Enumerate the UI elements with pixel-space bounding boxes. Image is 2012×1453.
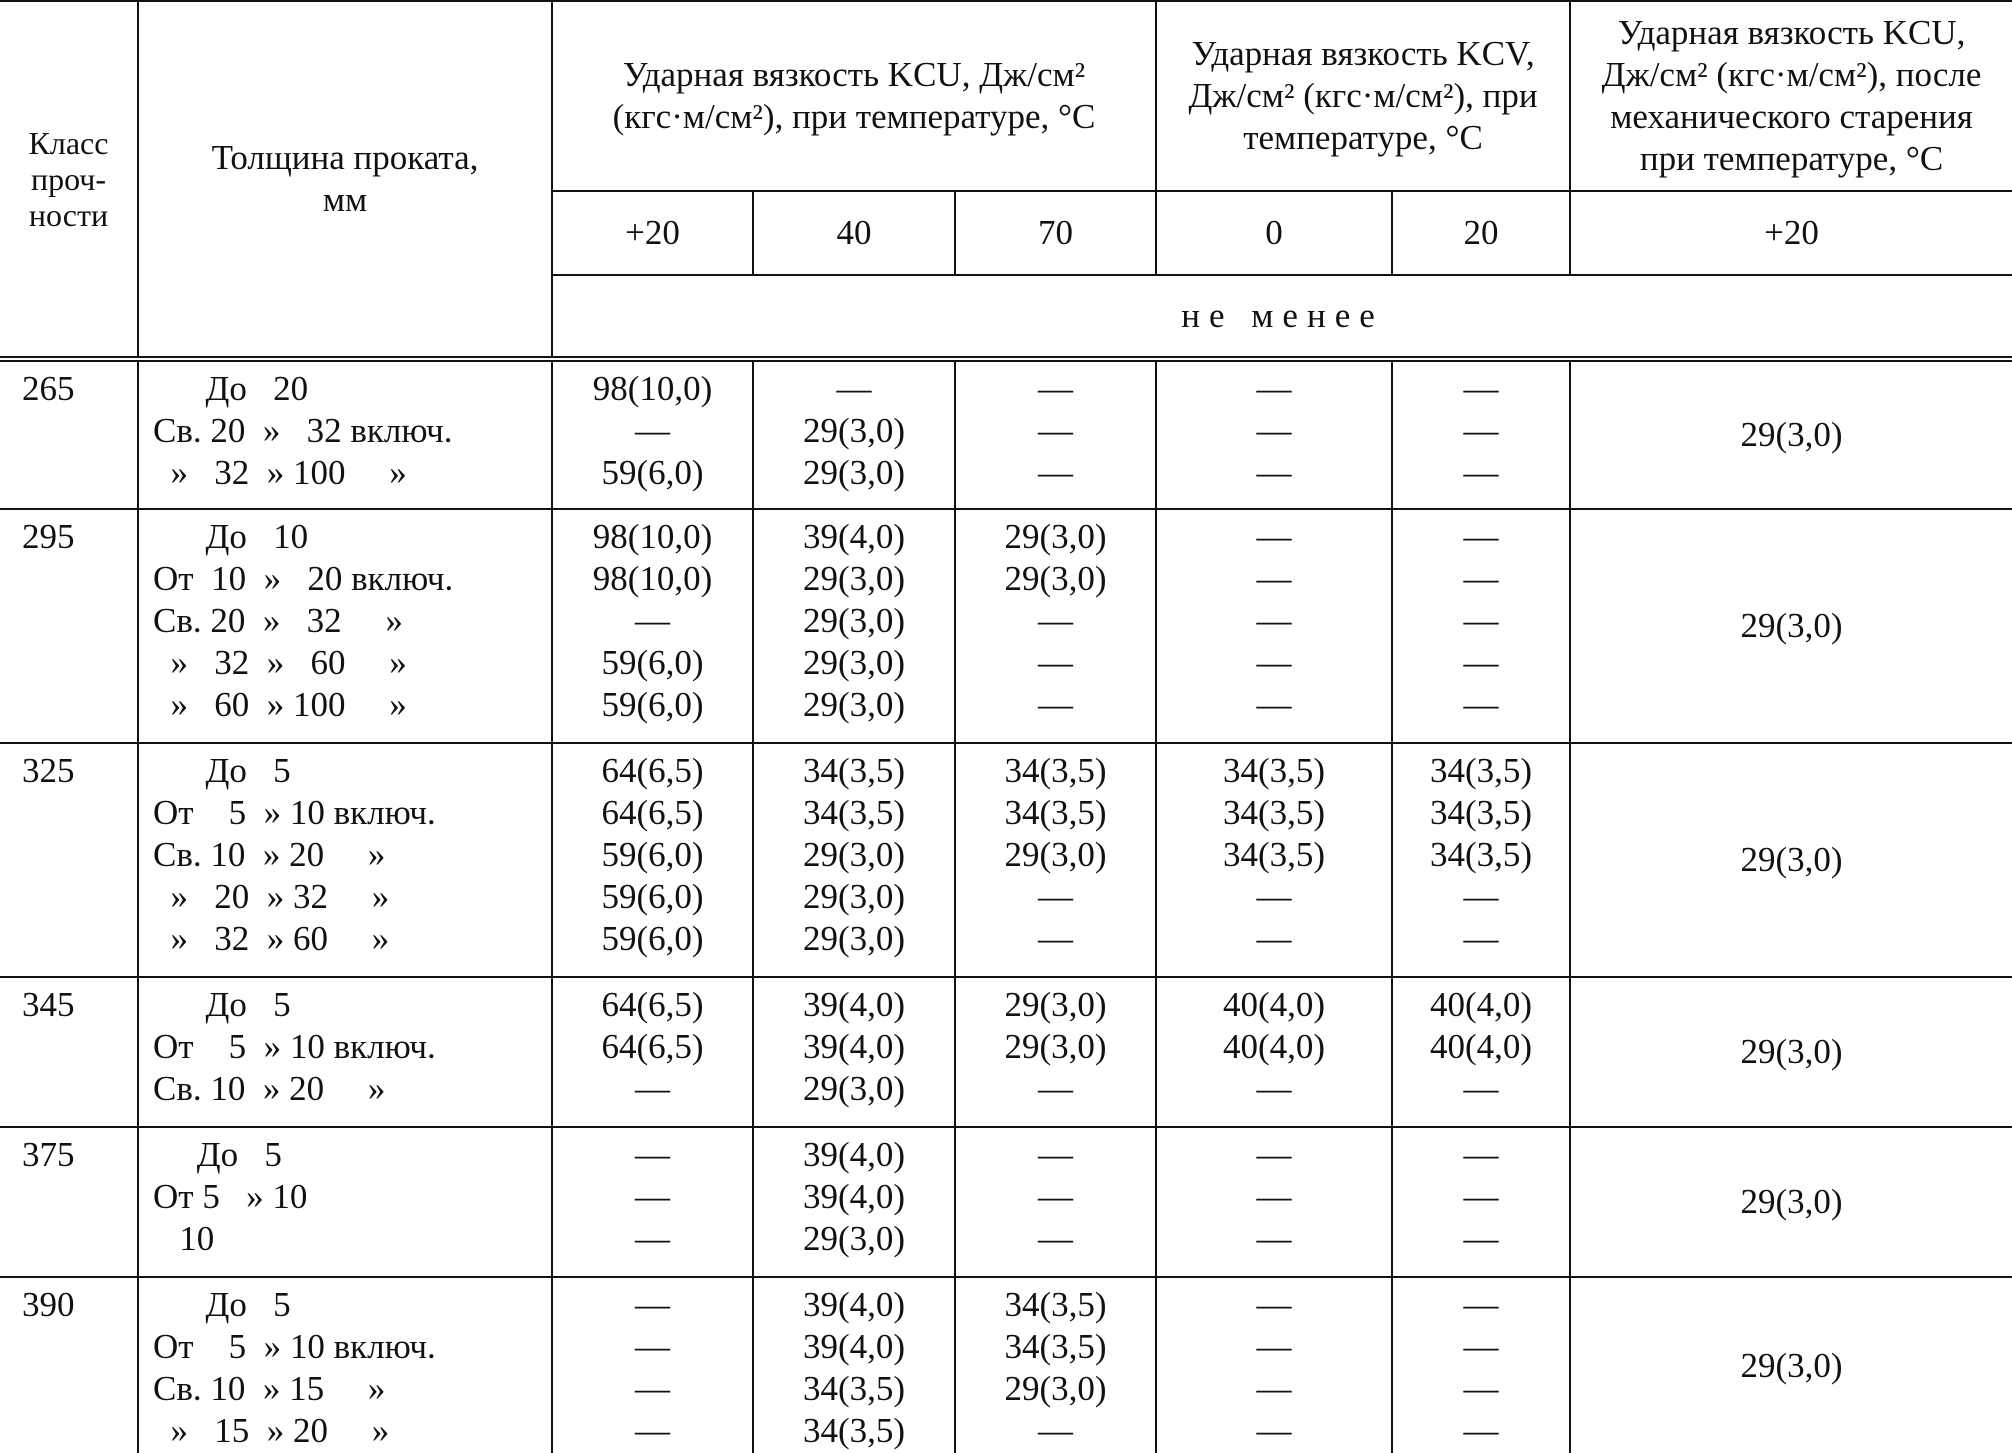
value-line: — [1256, 369, 1292, 408]
value-line: 29(3,0) [802, 1219, 906, 1258]
aged-value-cell: 29(3,0) [1570, 359, 2012, 509]
temperature-header-4: 20 [1392, 191, 1570, 275]
value-line: — [1463, 1369, 1499, 1408]
value-line: — [1038, 601, 1073, 640]
value-line: — [635, 1369, 670, 1408]
thickness-cell [138, 743, 552, 977]
value-line: 40(4,0) [1222, 1027, 1326, 1066]
class-header-line: Класс [28, 125, 109, 161]
value-cell-kcv-20 [1392, 509, 1570, 743]
value-cell-kcu-70 [955, 1127, 1156, 1277]
value-line: 34(3,5) [1429, 835, 1533, 874]
thickness-line: От 5 » 10 [153, 1177, 308, 1216]
value-line: 39(4,0) [802, 1135, 906, 1174]
value-line: — [1038, 1411, 1073, 1450]
value-line: — [1463, 453, 1499, 492]
thickness-line: До 5 [153, 1285, 291, 1324]
header-class [0, 1, 138, 359]
value-line: 34(3,5) [1004, 1285, 1107, 1324]
aged-header-line: механического старения [1610, 97, 1973, 136]
thickness-line: » 60 » 100 » [153, 685, 407, 724]
strength-class: 375 [0, 1127, 138, 1277]
value-cell-kcu-p20 [552, 359, 753, 509]
table-row [0, 743, 2012, 977]
kcv-header-line: Дж/см² (кгс·м/см²), при [1188, 76, 1538, 115]
value-line: 34(3,5) [802, 751, 906, 790]
value-line: — [1463, 1219, 1499, 1258]
value-line: — [1256, 1219, 1292, 1258]
table-row [0, 359, 2012, 509]
thickness-line: До 20 [153, 369, 309, 408]
thickness-line: До 5 [153, 985, 291, 1024]
value-line: 40(4,0) [1429, 985, 1533, 1024]
value-line: — [1463, 559, 1499, 598]
table-row [0, 1127, 2012, 1277]
value-cell-kcv-20 [1392, 977, 1570, 1127]
value-line: 34(3,5) [1004, 1327, 1107, 1366]
value-line: — [1256, 877, 1292, 916]
value-line: — [1463, 1327, 1499, 1366]
value-line: 34(3,5) [1222, 793, 1326, 832]
thickness-header-line: Толщина проката, [211, 138, 479, 177]
value-line: — [1463, 601, 1499, 640]
value-line: — [1256, 1177, 1292, 1216]
value-line: 29(3,0) [1004, 559, 1107, 598]
value-line: — [1463, 1285, 1499, 1324]
thickness-cell [138, 1127, 552, 1277]
thickness-line: 10 [153, 1219, 215, 1258]
value-line: — [1463, 1135, 1499, 1174]
header-kcv [1156, 1, 1570, 191]
aged-value-cell: 29(3,0) [1570, 743, 2012, 977]
aged-value-cell: 29(3,0) [1570, 509, 2012, 743]
value-line: — [1463, 1069, 1499, 1108]
value-line: — [1463, 1411, 1499, 1450]
value-line: 29(3,0) [802, 835, 906, 874]
value-line: 29(3,0) [802, 685, 906, 724]
value-line: — [1256, 1327, 1292, 1366]
temperature-header-2: 70 [955, 191, 1156, 275]
thickness-line: От 5 » 10 включ. [153, 1327, 436, 1366]
value-line: — [1256, 919, 1292, 958]
value-line: — [1463, 517, 1499, 556]
value-line: — [1256, 1285, 1292, 1324]
aged-value-cell: 29(3,0) [1570, 1277, 2012, 1453]
thickness-line: До 5 [153, 1135, 282, 1174]
aged-header-line: при температуре, °С [1639, 139, 1944, 178]
value-cell-kcv-0 [1156, 509, 1392, 743]
value-cell-kcv-0 [1156, 743, 1392, 977]
kcv-header-line: температуре, °С [1243, 118, 1483, 157]
value-line: 29(3,0) [802, 559, 906, 598]
value-line: — [635, 1285, 670, 1324]
thickness-cell [138, 977, 552, 1127]
value-line: 29(3,0) [1004, 1369, 1107, 1408]
value-line: 34(3,5) [802, 793, 906, 832]
value-cell-kcu-p20 [552, 509, 753, 743]
value-line: 29(3,0) [1004, 985, 1107, 1024]
header-kcu [552, 1, 1156, 191]
value-line: 39(4,0) [802, 985, 906, 1024]
value-line: — [635, 601, 670, 640]
value-cell-kcv-0 [1156, 977, 1392, 1127]
value-line: 34(3,5) [1004, 793, 1107, 832]
value-cell-kcv-20 [1392, 359, 1570, 509]
value-cell-kcv-0 [1156, 1127, 1392, 1277]
value-cell-kcv-20 [1392, 1277, 1570, 1453]
value-line: 64(6,5) [601, 985, 704, 1024]
value-line: — [635, 1327, 670, 1366]
value-line: — [1038, 453, 1073, 492]
value-line: 34(3,5) [1222, 835, 1326, 874]
value-line: 29(3,0) [802, 877, 906, 916]
value-line: — [1256, 559, 1292, 598]
value-line: 64(6,5) [601, 793, 704, 832]
thickness-line: От 10 » 20 включ. [153, 559, 454, 598]
thickness-cell [138, 509, 552, 743]
value-line: — [1038, 1069, 1073, 1108]
header-thickness [138, 1, 552, 359]
table-row [0, 509, 2012, 743]
thickness-line: До 10 [153, 517, 309, 556]
value-cell-kcu-40 [753, 359, 955, 509]
strength-class: 325 [0, 743, 138, 977]
table-row [0, 977, 2012, 1127]
kcu-header-line: Ударная вязкость KCU, Дж/см² [622, 55, 1086, 94]
thickness-line: Св. 10 » 20 » [153, 835, 386, 874]
value-cell-kcu-70 [955, 359, 1156, 509]
value-line: 39(4,0) [802, 517, 906, 556]
value-line: 39(4,0) [802, 1027, 906, 1066]
value-line: 34(3,5) [1429, 793, 1533, 832]
value-line: — [1463, 919, 1499, 958]
class-header-line: ности [28, 197, 109, 233]
value-line: 29(3,0) [1004, 517, 1107, 556]
value-line: — [1256, 601, 1292, 640]
value-line: 29(3,0) [802, 643, 906, 682]
value-cell-kcu-40 [753, 977, 955, 1127]
value-line: — [1038, 369, 1073, 408]
not-less-label: не менее [552, 275, 2012, 359]
value-line: — [1463, 685, 1499, 724]
aged-header-line: Дж/см² (кгс·м/см²), после [1601, 55, 1982, 94]
value-line: — [1463, 411, 1499, 450]
value-line: 34(3,5) [802, 1411, 906, 1450]
value-line: — [1256, 1069, 1292, 1108]
value-line: 98(10,0) [592, 517, 713, 556]
value-line: 59(6,0) [601, 919, 704, 958]
thickness-line: » 32 » 60 » [153, 919, 390, 958]
value-line: 64(6,5) [601, 751, 704, 790]
thickness-line: » 32 » 100 » [153, 453, 407, 492]
temperature-header-1: 40 [753, 191, 955, 275]
value-line: 64(6,5) [601, 1027, 704, 1066]
kcv-header-line: Ударная вязкость KCV, [1191, 34, 1535, 73]
strength-class: 295 [0, 509, 138, 743]
strength-class: 265 [0, 359, 138, 509]
value-cell-kcu-70 [955, 743, 1156, 977]
strength-class: 345 [0, 977, 138, 1127]
value-cell-kcu-p20 [552, 743, 753, 977]
value-line: — [1256, 685, 1292, 724]
temperature-header-3: 0 [1156, 191, 1392, 275]
value-line: — [1038, 411, 1073, 450]
value-line: — [635, 411, 670, 450]
value-line: — [1038, 877, 1073, 916]
value-line: 29(3,0) [1004, 835, 1107, 874]
value-line: — [1256, 1135, 1292, 1174]
aged-value-cell: 29(3,0) [1570, 977, 2012, 1127]
value-line: 40(4,0) [1222, 985, 1326, 1024]
thickness-line: До 5 [153, 751, 291, 790]
thickness-line: » 32 » 60 » [153, 643, 407, 682]
value-line: — [1038, 643, 1073, 682]
value-line: — [1038, 919, 1073, 958]
value-line: 40(4,0) [1429, 1027, 1533, 1066]
value-line: — [1463, 877, 1499, 916]
value-line: 98(10,0) [592, 369, 713, 408]
thickness-header-line: мм [322, 180, 368, 219]
thickness-line: Св. 20 » 32 » [153, 601, 403, 640]
value-line: — [1256, 453, 1292, 492]
aged-header-line: Ударная вязкость KCU, [1617, 13, 1966, 52]
value-line: — [1463, 643, 1499, 682]
value-line: — [1256, 1369, 1292, 1408]
value-cell-kcu-70 [955, 977, 1156, 1127]
value-cell-kcu-70 [955, 509, 1156, 743]
value-cell-kcu-40 [753, 1127, 955, 1277]
value-line: — [1256, 643, 1292, 682]
thickness-line: » 20 » 32 » [153, 877, 390, 916]
value-line: — [635, 1177, 670, 1216]
temperature-header-5: +20 [1570, 191, 2012, 275]
class-header-line: проч- [30, 161, 107, 197]
thickness-line: Св. 10 » 20 » [153, 1069, 386, 1108]
thickness-line: От 5 » 10 включ. [153, 1027, 436, 1066]
strength-class: 390 [22, 1285, 75, 1324]
value-line: — [1463, 1177, 1499, 1216]
value-line: 29(3,0) [802, 453, 906, 492]
temperature-header-0: +20 [552, 191, 753, 275]
value-cell-kcu-p20 [552, 977, 753, 1127]
value-cell-kcu-p20 [552, 1277, 753, 1453]
value-line: 59(6,0) [601, 877, 704, 916]
value-line: — [635, 1069, 670, 1108]
value-line: — [635, 1135, 670, 1174]
value-cell-kcu-40 [753, 1277, 955, 1453]
thickness-cell [138, 1277, 552, 1453]
value-line: — [1038, 1135, 1073, 1174]
thickness-line: Св. 10 » 15 » [153, 1369, 386, 1408]
thickness-line: Св. 20 » 32 включ. [153, 411, 453, 450]
value-line: 39(4,0) [802, 1285, 906, 1324]
value-line: 34(3,5) [802, 1369, 906, 1408]
value-cell-kcv-20 [1392, 743, 1570, 977]
kcu-header-line: (кгс·м/см²), при температуре, °С [612, 97, 1096, 136]
value-line: 59(6,0) [601, 685, 704, 724]
thickness-line: От 5 » 10 включ. [153, 793, 436, 832]
table-row [0, 1277, 2012, 1453]
value-line: 34(3,5) [1004, 751, 1107, 790]
value-line: 39(4,0) [802, 1327, 906, 1366]
value-line: — [1038, 1219, 1073, 1258]
value-cell-kcu-40 [753, 743, 955, 977]
value-line: 29(3,0) [802, 411, 906, 450]
thickness-cell [138, 359, 552, 509]
value-line: 34(3,5) [1222, 751, 1326, 790]
value-line: 59(6,0) [601, 835, 704, 874]
value-cell-kcv-0 [1156, 1277, 1392, 1453]
thickness-line: » 15 » 20 » [153, 1411, 390, 1450]
value-line: — [1256, 1411, 1292, 1450]
value-cell-kcu-70 [955, 1277, 1156, 1453]
value-line: — [1256, 411, 1292, 450]
value-cell-kcv-20 [1392, 1127, 1570, 1277]
value-line: 29(3,0) [1004, 1027, 1107, 1066]
value-line: — [1256, 517, 1292, 556]
value-line: 29(3,0) [802, 1069, 906, 1108]
value-line: — [836, 369, 872, 408]
value-line: 59(6,0) [601, 643, 704, 682]
value-line: — [1463, 369, 1499, 408]
value-cell-kcu-p20 [552, 1127, 753, 1277]
value-line: — [1038, 1177, 1073, 1216]
value-line: 98(10,0) [592, 559, 713, 598]
value-line: 59(6,0) [601, 453, 704, 492]
value-line: 29(3,0) [802, 919, 906, 958]
value-line: — [635, 1411, 670, 1450]
header-aged [1570, 1, 2012, 191]
aged-value-cell: 29(3,0) [1570, 1127, 2012, 1277]
value-line: — [1038, 685, 1073, 724]
value-line: 29(3,0) [802, 601, 906, 640]
value-cell-kcu-40 [753, 509, 955, 743]
value-line: 39(4,0) [802, 1177, 906, 1216]
value-cell-kcv-0 [1156, 359, 1392, 509]
value-line: 34(3,5) [1429, 751, 1533, 790]
value-line: — [635, 1219, 670, 1258]
